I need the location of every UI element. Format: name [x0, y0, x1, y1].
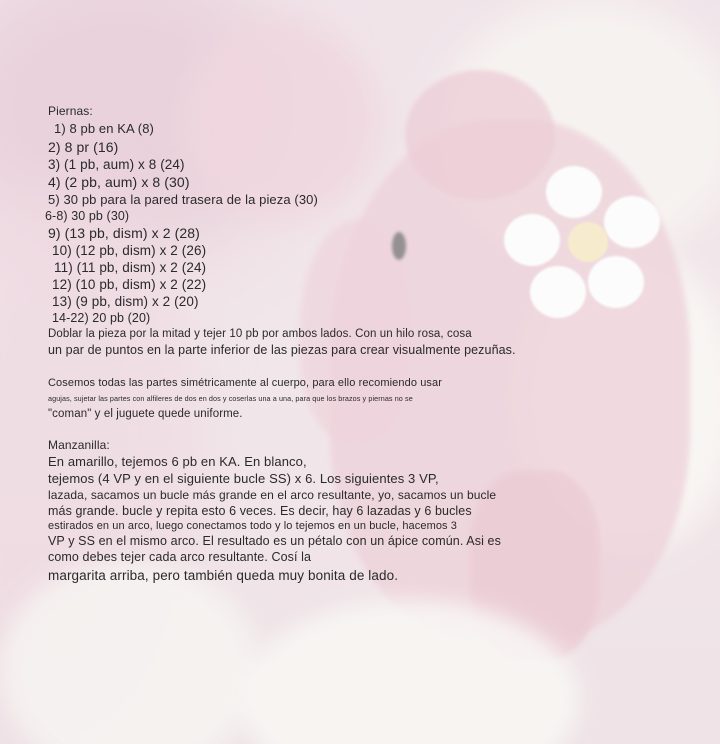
piernas-row: 13) (9 pb, dism) x 2 (20) [52, 294, 199, 309]
piernas-row: 2) 8 pr (16) [48, 139, 119, 155]
pattern-text [45, 104, 608, 583]
piernas-row: 3) (1 pb, aum) x 8 (24) [48, 157, 185, 172]
manzanilla-line: estirados en un arco, luego conectamos todo y lo tejemos en un bucle, hacemos 3 [48, 520, 458, 532]
piernas-title: Piernas: [48, 104, 93, 118]
manzanilla-line: VP y SS en el mismo arco. El resultado es un pétalo con un ápice común. Asi es [48, 534, 501, 548]
manzanilla-line: lazada, sacamos un bucle más grande en el arco resultante, yo, sacamos un bucle [48, 488, 497, 502]
piernas-row: 10) (12 pb, dism) x 2 (26) [52, 243, 207, 258]
piernas-row: 11) (11 pb, dism) x 2 (24) [54, 260, 207, 275]
assembly-text: "coman" y el juguete quede uniforme. [48, 408, 243, 420]
manzanilla-title: Manzanilla: [48, 438, 110, 452]
manzanilla-line: margarita arriba, pero también queda muy bonita de lado. [48, 568, 399, 583]
piernas-note: un par de puntos en la parte inferior de las piezas para crear visualmente pezuñas. [48, 343, 516, 357]
piernas-row: 14-22) 20 pb (20) [52, 311, 151, 325]
piernas-row: 1) 8 pb en KA (8) [54, 121, 154, 136]
piernas-note: Doblar la pieza por la mitad y tejer 10 pb por ambos lados. Con un hilo rosa, cosa [48, 328, 472, 340]
manzanilla-line: como debes tejer cada arco resultante. Cosí la [48, 550, 312, 564]
manzanilla-line: más grande. bucle y repita esto 6 veces. Es decir, hay 6 lazadas y 6 bucles [48, 504, 472, 518]
piernas-row: 12) (10 pb, dism) x 2 (22) [52, 277, 207, 292]
piernas-row: 6-8) 30 pb (30) [45, 209, 130, 223]
piernas-row: 9) (13 pb, dism) x 2 (28) [48, 225, 200, 241]
assembly-text: Cosemos todas las partes simétricamente al cuerpo, para ello recomiendo usar [48, 377, 443, 389]
manzanilla-line: tejemos (4 VP y en el siguiente bucle SS) x 6. Los siguientes 3 VP, [48, 471, 439, 486]
manzanilla-line: En amarillo, tejemos 6 pb en KA. En blanco, [48, 454, 307, 469]
piernas-row: 5) 30 pb para la pared trasera de la pieza (30) [48, 192, 318, 207]
piernas-row: 4) (2 pb, aum) x 8 (30) [48, 174, 190, 190]
assembly-text: agujas, sujetar las partes con alfileres de dos en dos y coserlas una a una, para que los brazos y piernas no se [48, 394, 413, 403]
